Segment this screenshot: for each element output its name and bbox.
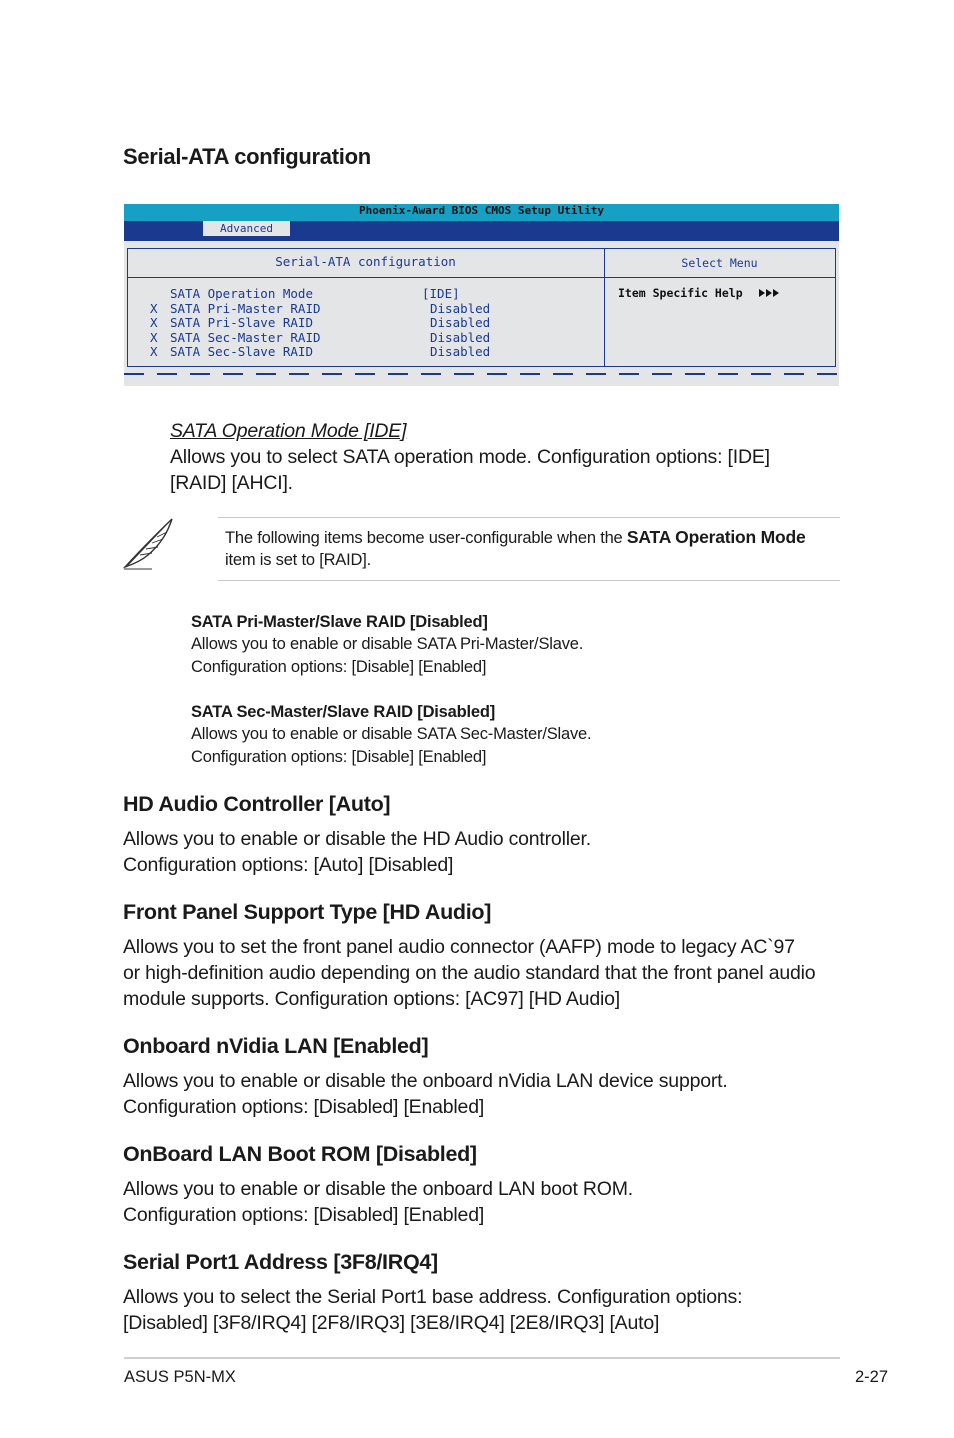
bios-item-value: [IDE]	[422, 286, 460, 301]
bios-help-header	[604, 248, 836, 278]
footer-rule	[124, 1357, 840, 1359]
hd-audio-desc: Allows you to enable or disable the HD Audio controller.	[123, 828, 591, 850]
bios-item-mark: X	[150, 329, 158, 345]
bios-item-mark: X	[150, 315, 158, 330]
nvidia-lan-heading: Onboard nVidia LAN [Enabled]	[123, 1034, 429, 1058]
bios-panel-title: Serial-ATA configuration	[275, 254, 456, 269]
nvidia-lan-desc: Allows you to enable or disable the onboard nVidia LAN device support.	[123, 1070, 728, 1092]
bios-dashed-divider	[124, 373, 839, 375]
serial-port-desc: Allows you to select the Serial Port1 base address. Configuration options:	[123, 1286, 743, 1308]
bios-main-header	[127, 248, 605, 278]
bios-item-label: SATA Pri-Slave RAID	[170, 315, 313, 330]
bios-item-label: SATA Pri-Master RAID	[170, 300, 321, 316]
bios-settings-panel	[127, 277, 605, 367]
sub-item-heading: SATA Sec-Master/Slave RAID [Disabled]	[191, 703, 496, 721]
sub-item-heading: SATA Pri-Master/Slave RAID [Disabled]	[191, 613, 488, 631]
note-top-rule	[218, 517, 840, 518]
bios-item-value: Disabled	[430, 344, 491, 359]
hd-audio-heading: HD Audio Controller [Auto]	[123, 792, 391, 816]
bios-item-label: SATA Sec-Master RAID	[170, 329, 321, 345]
front-panel-desc-line1: Allows you to set the front panel audio connector (AAFP) mode to legacy AC`97	[123, 936, 795, 958]
bios-item-mark: X	[150, 344, 158, 359]
note-text-line1	[225, 526, 806, 550]
hd-audio-options: Configuration options: [Auto] [Disabled]	[123, 854, 454, 876]
lan-boot-rom-options: Configuration options: [Disabled] [Enabled]	[123, 1204, 485, 1226]
bios-help-panel	[604, 277, 836, 367]
note-bold-text: SATA Operation Mode	[626, 527, 806, 547]
bios-window-title: Phoenix-Award BIOS CMOS Setup Utility	[358, 204, 605, 217]
footer-product: ASUS P5N-MX	[124, 1368, 236, 1386]
feather-pen-icon	[122, 515, 178, 571]
bios-item-value: Disabled	[430, 315, 491, 330]
sata-mode-desc-line2: [RAID] [AHCI].	[170, 472, 293, 494]
note-text-line2: item is set to [RAID].	[225, 551, 371, 569]
bios-title-bar	[124, 204, 839, 221]
bios-item-mark: X	[150, 300, 158, 316]
bios-item-label: SATA Sec-Slave RAID	[170, 344, 313, 359]
bios-item-value: Disabled	[430, 300, 491, 316]
sata-mode-heading: SATA Operation Mode [IDE]	[170, 420, 407, 442]
lan-boot-rom-desc: Allows you to enable or disable the onboard LAN boot ROM.	[123, 1178, 633, 1200]
footer-page-number: 2-27	[854, 1368, 888, 1386]
serial-port-options: [Disabled] [3F8/IRQ4] [2F8/IRQ3] [3E8/IRQ4] [2E8/IRQ3] [Auto]	[123, 1312, 660, 1334]
bios-item-value: Disabled	[430, 329, 491, 345]
note-bottom-rule	[218, 580, 840, 581]
sata-mode-desc-line1: Allows you to select SATA operation mode. Configuration options: [IDE]	[170, 446, 770, 468]
bios-help-text: Item Specific Help	[618, 286, 743, 300]
tab-advanced[interactable]: Advanced	[203, 221, 290, 236]
nvidia-lan-options: Configuration options: [Disabled] [Enabled]	[123, 1096, 485, 1118]
front-panel-heading: Front Panel Support Type [HD Audio]	[123, 900, 492, 924]
lan-boot-rom-heading: OnBoard LAN Boot ROM [Disabled]	[123, 1142, 477, 1166]
sub-item-options: Configuration options: [Disable] [Enabled]	[191, 658, 487, 676]
bios-menu-bar	[124, 221, 839, 241]
bios-help-title: Select Menu	[681, 256, 758, 270]
front-panel-desc-line3: module supports. Configuration options: [AC97] [HD Audio]	[123, 988, 620, 1010]
triple-arrow-icon	[758, 288, 782, 298]
bios-screen	[124, 204, 839, 386]
section-title: Serial-ATA configuration	[123, 144, 371, 169]
sub-item-desc: Allows you to enable or disable SATA Sec-Master/Slave.	[191, 725, 592, 743]
sub-item-options: Configuration options: [Disable] [Enabled]	[191, 748, 487, 766]
bios-item-label: SATA Operation Mode	[170, 286, 313, 301]
sub-item-desc: Allows you to enable or disable SATA Pri-Master/Slave.	[191, 635, 584, 653]
note-text: The following items become user-configurable when the	[225, 529, 627, 547]
front-panel-desc-line2: or high-definition audio depending on the audio standard that the front panel audio	[123, 962, 816, 984]
serial-port-heading: Serial Port1 Address [3F8/IRQ4]	[123, 1250, 438, 1274]
